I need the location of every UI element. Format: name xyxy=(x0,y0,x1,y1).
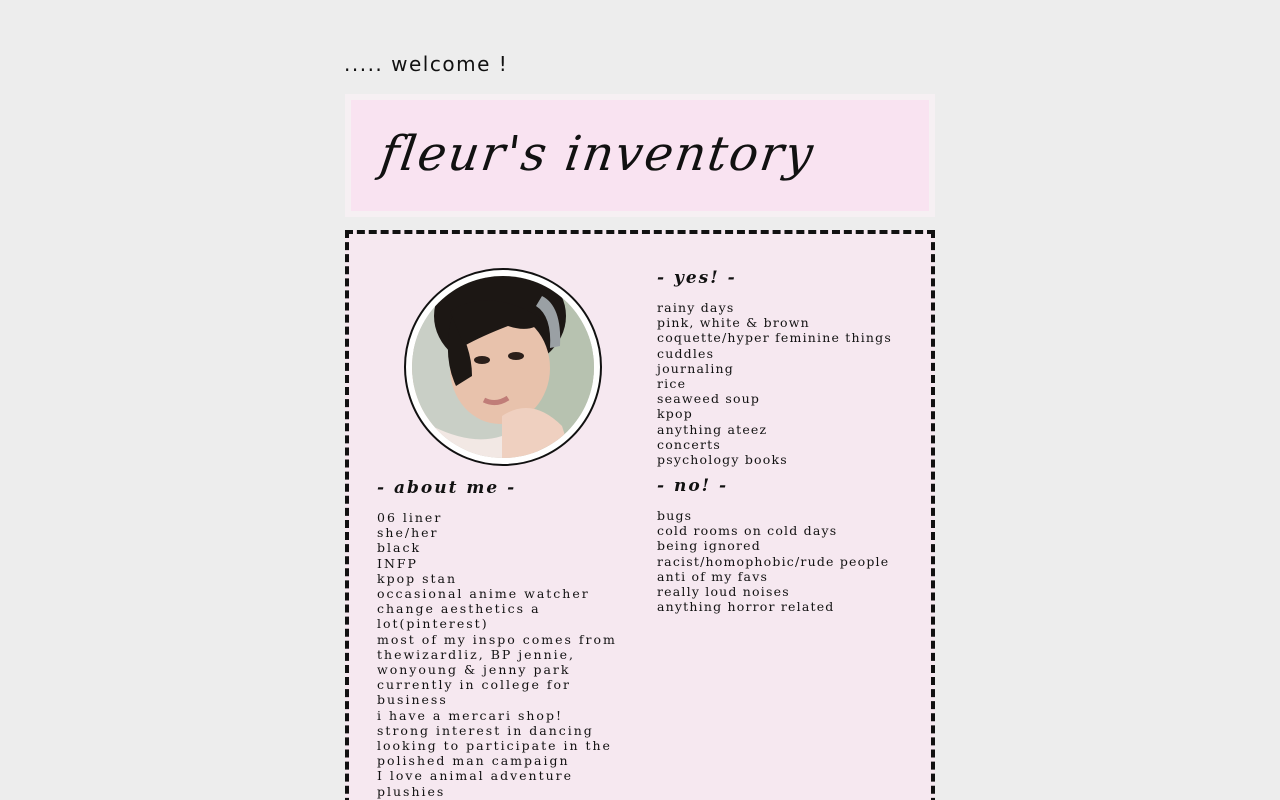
list-item: strong interest in dancing xyxy=(377,722,594,738)
no-heading: - no! - xyxy=(657,476,729,496)
no-list xyxy=(657,508,927,614)
avatar-photo xyxy=(412,276,594,458)
list-item: bugs xyxy=(657,508,693,523)
page-title: fleur's inventory xyxy=(377,126,819,182)
list-item: cold rooms on cold days xyxy=(657,523,838,539)
list-item: occasional anime watcher xyxy=(377,586,590,602)
list-item: rainy days xyxy=(657,300,735,315)
list-item: she/her xyxy=(377,525,439,541)
yes-heading: - yes! - xyxy=(657,268,737,288)
list-item: 06 liner xyxy=(377,510,443,525)
list-item: concerts xyxy=(657,436,721,452)
list-item: INFP xyxy=(377,555,418,571)
list-item: cuddles xyxy=(657,345,715,361)
about-list xyxy=(377,510,625,799)
list-item: black xyxy=(377,540,422,556)
list-item: anything ateez xyxy=(657,421,768,437)
list-item: most of my inspo comes from thewizardliz, BP jennie, wonyoung & jenny park xyxy=(377,631,617,678)
list-item: kpop stan xyxy=(377,570,458,586)
welcome-text: ..... welcome ! xyxy=(344,52,509,76)
list-item: coquette/hyper feminine things xyxy=(657,330,892,346)
avatar-frame xyxy=(404,268,602,466)
title-banner xyxy=(345,94,935,217)
list-item: psychology books xyxy=(657,452,788,468)
title-banner-inner xyxy=(351,100,929,211)
list-item: i have a mercari shop! xyxy=(377,707,563,723)
list-item: kpop xyxy=(657,406,693,422)
list-item: anything horror related xyxy=(657,599,835,615)
list-item: pink, white & brown xyxy=(657,315,810,331)
list-item: rice xyxy=(657,376,687,392)
about-heading: - about me - xyxy=(377,478,517,498)
list-item: currently in college for business xyxy=(377,677,571,708)
list-item: being ignored xyxy=(657,538,761,554)
list-item: seaweed soup xyxy=(657,391,761,407)
profile-panel xyxy=(345,230,935,800)
list-item: change aesthetics a lot(pinterest) xyxy=(377,601,541,632)
list-item: anti of my favs xyxy=(657,568,769,584)
list-item: I love animal adventure plushies xyxy=(377,768,574,799)
avatar xyxy=(412,276,594,458)
list-item: journaling xyxy=(657,360,734,376)
list-item: looking to participate in the polished man campaign xyxy=(377,738,612,769)
list-item: racist/homophobic/rude people xyxy=(657,553,890,569)
list-item: really loud noises xyxy=(657,584,790,600)
yes-list xyxy=(657,300,927,467)
